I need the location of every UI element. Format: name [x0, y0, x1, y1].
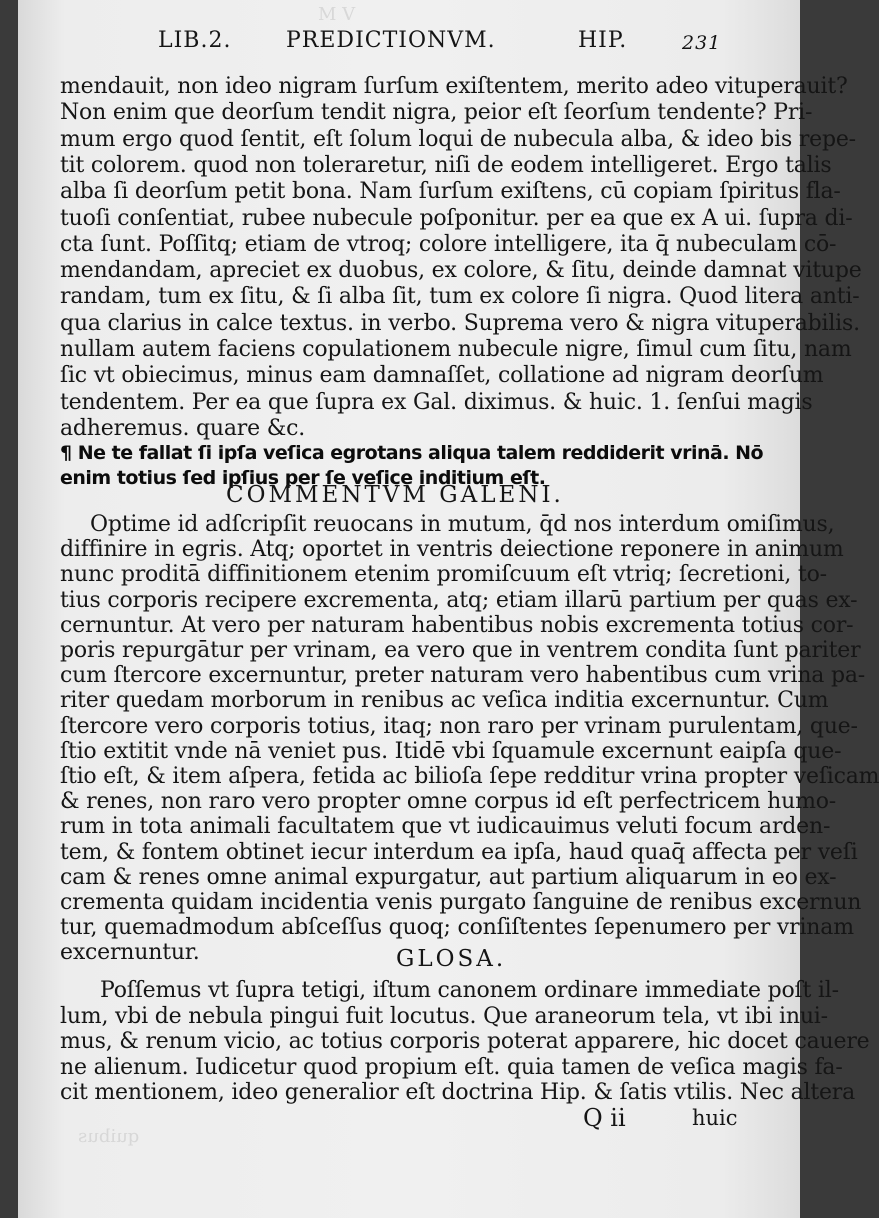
book-page — [18, 0, 879, 1218]
text-line: ſtercore vero corporis totius, itaq; non raro per vrinam purulentam, que- — [60, 713, 858, 739]
text-line: rum in tota animali facultatem que vt iudicauimus veluti focum arden- — [60, 814, 831, 840]
text-line: qua clarius in calce textus. in verbo. Suprema vero & nigra vituperabilis. — [60, 310, 860, 336]
text-line: nunc proditā diffinitionem etenim promiſcuum eſt vtriq; ſecretioni, to- — [60, 562, 827, 588]
text-line: cum ſtercore excernuntur, preter naturam vero habentibus cum vrina pa- — [60, 663, 866, 689]
text-line: mendauit, non ideo nigram ſurſum exiſtentem, merito adeo vituperauit? — [60, 74, 848, 99]
text-line: tuoſi conſentiat, rubee nubecule poſponitur. per ea que ex A ui. ſupra di- — [60, 205, 853, 231]
text-line: diffinire in egris. Atq; oportet in ventris deiectione reponere in animum — [60, 537, 844, 563]
text-line: cam & renes omne animal expurgatur, aut partium aliquarum in eo ex- — [60, 864, 837, 890]
text-line: crementa quidam incidentia venis purgato ſanguine de renibus excernun — [60, 890, 862, 915]
text-line: cit mentionem, ideo generalior eſt doctrina Hip. & ſatis vtilis. Nec altera — [60, 1080, 856, 1105]
text-line: cta ſunt. Poſſitq; etiam de vtroq; colore intelligere, ita q̄ nubeculam cō- — [60, 231, 837, 257]
text-line: tit colorem. quod non toleraretur, niſi de eodem intelligeret. Ergo talis — [60, 152, 832, 178]
text-line: ſic vt obiecimus, minus eam damnaſſet, collatione ad nigram deorſum — [60, 363, 824, 389]
text-line: poris repurgātur per vrinam, ea vero que in ventrem condita ſunt pariter — [60, 638, 861, 663]
text-line: ne alienum. Iudicetur quod propium eſt. quia tamen de veſica magis fa- — [60, 1054, 843, 1080]
catchword: huic — [692, 1106, 738, 1130]
text-line: ſtio eſt, & item aſpera, fetida ac bilioſa ſepe redditur vrina propter veſicam — [60, 764, 879, 789]
text-line: tendentem. Per ea que ſupra ex Gal. diximus. & huic. 1. ſenſui magis — [60, 389, 813, 415]
text-line: ¶ Ne te fallat ſi ipſa veſica egrotans aliqua talem reddiderit vrinā. Nō — [60, 442, 764, 464]
text-line: mendandam, apreciet ex duobus, ex colore, & ſitu, deinde damnat vitupe — [60, 258, 862, 284]
text-line: alba ſi deorſum petit bona. Nam ſurſum exiſtens, cū copiam ſpiritus fla- — [60, 179, 841, 205]
bleed-through-text: M V — [318, 4, 356, 25]
bleed-through-text: quibus — [78, 1126, 140, 1147]
text-line: mum ergo quod ſentit, eſt ſolum loqui de nubecula alba, & ideo bis repe- — [60, 126, 856, 152]
commentary-heading: COMMENTVM GALENI. — [226, 482, 564, 508]
text-line: excernuntur. — [60, 940, 200, 966]
page-number: 231 — [682, 32, 722, 54]
text-line: ſtio extitit vnde nā veniet pus. Itidē vbi ſquamule excernunt eaipſa que- — [60, 738, 842, 764]
text-line: Poſſemus vt ſupra tetigi, iſtum canonem ordinare immediate poſt il- — [100, 978, 839, 1003]
text-line: lum, vbi de nebula pingui fuit locutus. Que araneorum tela, vt ibi inui- — [60, 1003, 828, 1029]
text-line: & renes, non raro vero propter omne corpus id eſt perfectricem humo- — [60, 789, 837, 815]
running-head-title: PREDICTIONVM. — [286, 28, 496, 53]
text-line: tur, quemadmodum abſceſſus quoq; conſiſtentes ſepenumero per vrinam — [60, 915, 854, 941]
text-line: Optime id adſcripſit reuocans in mutum, q̄d nos interdum omiſimus, — [90, 512, 835, 537]
text-line: riter quedam morborum in renibus ac veſica inditia excernuntur. Cum — [60, 688, 829, 714]
running-head-book: LIB.2. — [158, 28, 232, 53]
text-line: cernuntur. At vero per naturam habentibus nobis excrementa totius cor- — [60, 612, 854, 638]
text-line: Non enim que deorſum tendit nigra, peior eſt ſeorſum tendente? Pri- — [60, 100, 813, 126]
signature-mark: Q ii — [583, 1104, 626, 1132]
text-line: adheremus. quare &c. — [60, 415, 306, 441]
text-line: tem, & fontem obtinet iecur interdum ea ipſa, haud quaq̄ affecta per veſi — [60, 839, 858, 865]
text-line: enim totius ſed ipſius per ſe veſice inditium eſt. — [60, 467, 546, 489]
text-line: tius corporis recipere excrementa, atq; etiam illarū partium per quas ex- — [60, 587, 858, 613]
text-line: mus, & renum vicio, ac totius corporis poterat apparere, hic docet cauere — [60, 1029, 870, 1054]
running-head-author: HIP. — [578, 28, 628, 53]
text-line: nullam autem faciens copulationem nubecule nigre, ſimul cum ſitu, nam — [60, 337, 852, 362]
text-line: randam, tum ex ſitu, & ſi alba ſit, tum ex colore ſi nigra. Quod litera anti- — [60, 284, 860, 310]
glosa-heading: GLOSA. — [396, 946, 507, 972]
